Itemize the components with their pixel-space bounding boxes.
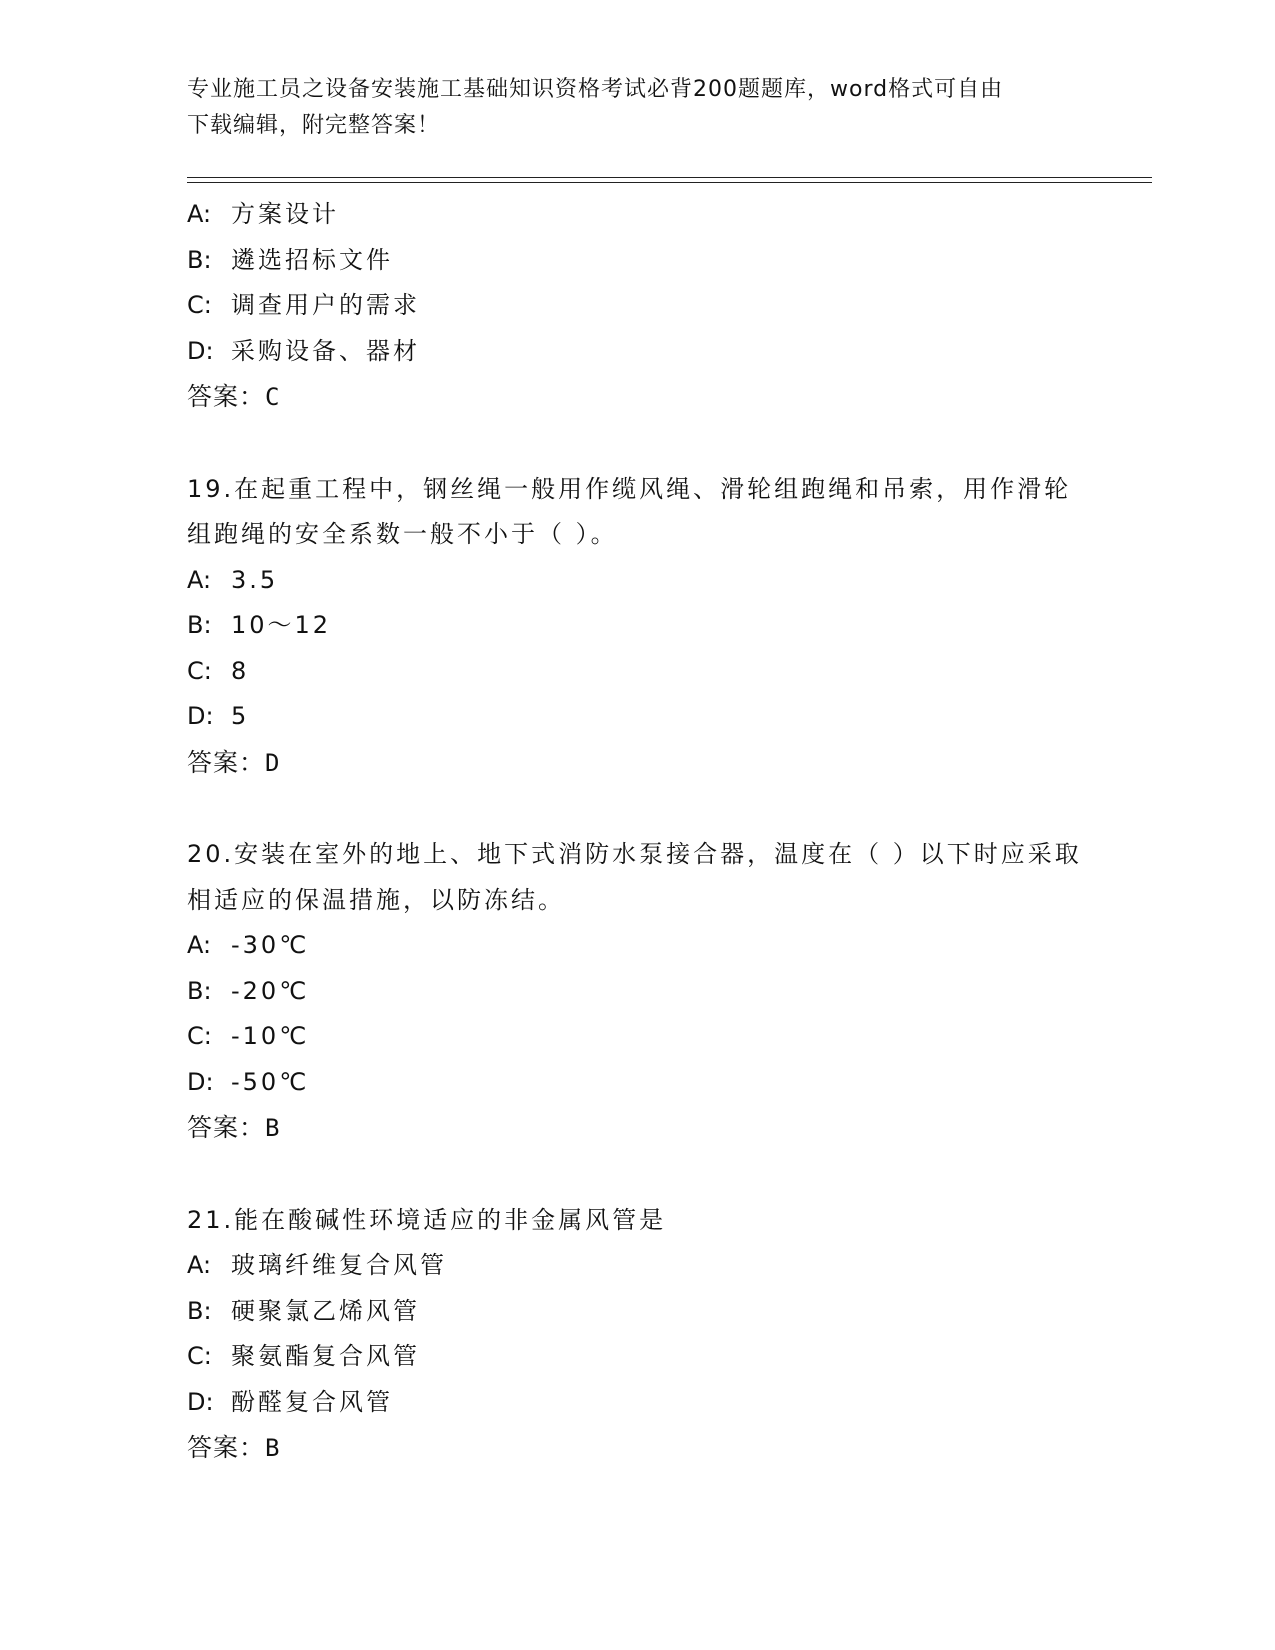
option-label: D: <box>187 702 214 730</box>
option-d <box>187 1060 1087 1106</box>
answer-value: B <box>265 1434 281 1462</box>
option-label: B: <box>187 245 212 274</box>
option-text: 3.5 <box>231 565 279 594</box>
option-text: -20℃ <box>231 976 310 1005</box>
document-header <box>187 72 1087 144</box>
option-text: -30℃ <box>231 931 310 959</box>
option-text: -50℃ <box>231 1067 310 1096</box>
answer-value: C <box>265 383 281 411</box>
option-label: D: <box>187 1387 214 1416</box>
answer-label: 答案： <box>187 382 266 411</box>
option-label: B: <box>187 1296 212 1325</box>
header-line-2: 下载编辑，附完整答案！ <box>187 113 441 138</box>
option-text: 遴选招标文件 <box>231 245 393 274</box>
option-b <box>187 969 1087 1015</box>
header-line-1: 专业施工员之设备安装施工基础知识资格考试必背200题题库，word格式可自由 <box>187 77 1004 102</box>
option-c <box>187 1334 1087 1380</box>
option-label: A: <box>187 931 212 959</box>
option-label: A: <box>187 200 212 228</box>
option-a <box>187 923 1087 969</box>
option-c <box>187 649 1087 695</box>
option-label: D: <box>187 1067 214 1096</box>
option-text: 采购设备、器材 <box>231 336 420 365</box>
question-text: 21.能在酸碱性环境适应的非金属风管是 <box>187 1205 667 1234</box>
option-text: 硬聚氯乙烯风管 <box>231 1296 420 1325</box>
option-text: -10℃ <box>231 1022 310 1050</box>
answer-line <box>187 1425 1087 1472</box>
option-label: C: <box>187 1342 212 1370</box>
option-b <box>187 238 1087 284</box>
option-a <box>187 558 1087 604</box>
option-d <box>187 329 1087 375</box>
answer-value: D <box>265 748 281 777</box>
option-text: 方案设计 <box>231 200 339 228</box>
option-label: A: <box>187 1251 212 1279</box>
question-block-19 <box>187 467 1087 787</box>
option-text: 酚醛复合风管 <box>231 1387 393 1416</box>
option-text: 5 <box>231 702 250 730</box>
option-a <box>187 1243 1087 1289</box>
question-text: 20.安装在室外的地上、地下式消防水泵接合器，温度在（ ）以下时应采取相适应的保温措施，以防冻结。 <box>187 840 1082 914</box>
answer-label: 答案： <box>187 747 266 777</box>
option-label: D: <box>187 336 214 365</box>
answer-line <box>187 740 1087 787</box>
option-label: C: <box>187 291 212 319</box>
option-text: 调查用户的需求 <box>231 291 420 319</box>
option-text: 10～12 <box>231 611 332 639</box>
option-label: B: <box>187 611 212 639</box>
option-d <box>187 694 1087 740</box>
answer-value: B <box>265 1114 281 1142</box>
answer-line <box>187 374 1087 421</box>
question-block-prev <box>187 192 1087 421</box>
answer-line <box>187 1105 1087 1152</box>
answer-label: 答案： <box>187 1113 266 1142</box>
option-b <box>187 1289 1087 1335</box>
option-d <box>187 1380 1087 1426</box>
header-divider-top <box>187 177 1152 178</box>
option-c <box>187 283 1087 329</box>
answer-label: 答案： <box>187 1433 266 1462</box>
option-text: 聚氨酯复合风管 <box>231 1342 420 1370</box>
option-label: B: <box>187 976 212 1005</box>
option-b <box>187 603 1087 649</box>
option-text: 玻璃纤维复合风管 <box>231 1251 447 1279</box>
option-a <box>187 192 1087 238</box>
option-text: 8 <box>231 656 250 685</box>
question-block-21 <box>187 1198 1087 1472</box>
question-text: 19.在起重工程中，钢丝绳一般用作缆风绳、滑轮组跑绳和吊索，用作滑轮组跑绳的安全系数一般不小于（ ）。 <box>187 474 1072 548</box>
option-label: C: <box>187 656 212 685</box>
option-c <box>187 1014 1087 1060</box>
header-divider-bottom <box>187 182 1152 183</box>
question-list <box>187 192 1087 1472</box>
option-label: C: <box>187 1022 212 1050</box>
option-label: A: <box>187 565 212 594</box>
question-block-20 <box>187 832 1087 1152</box>
